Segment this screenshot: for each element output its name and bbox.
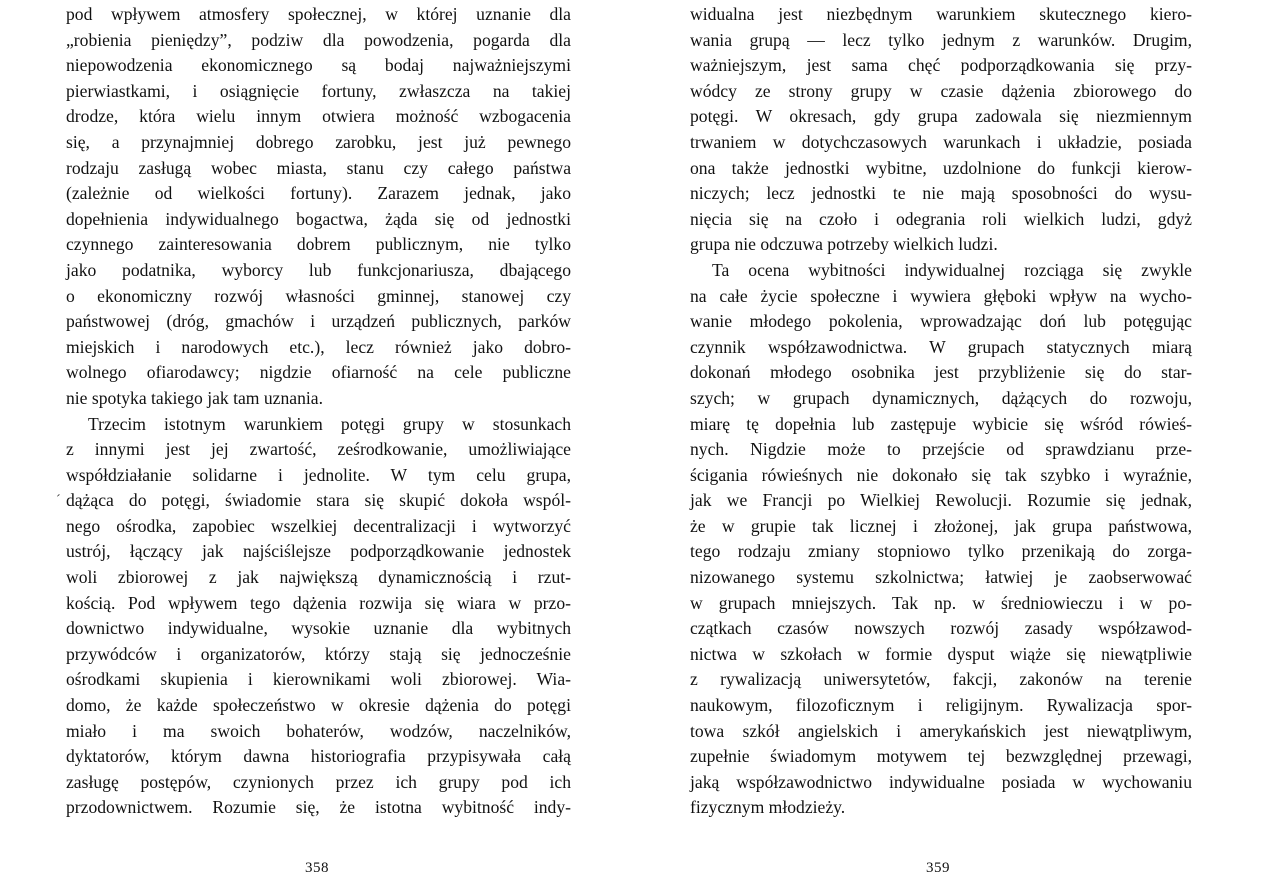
text-line: (zależnie od wielkości fortuny). Zarazem jednak, jako [66,183,571,204]
text-line: że w grupie tak licznej i złożonej, jak grupa państwowa, [690,515,1192,536]
text-line: nie spotyka takiego jak tam uznania. [66,387,323,408]
text-line: miarę tę dopełnia lub zastępuje wybicie się wśród rówieś- [690,413,1192,434]
text-line: widualna jest niezbędnym warunkiem skutecznego kiero- [690,4,1192,24]
text-line: naukowym, filozoficznym i religijnym. Rywalizacja spor- [690,695,1192,716]
text-line: niczych; lecz jednostki te nie mają sposobności do wysu- [690,183,1192,204]
text-line: rodzaju zasługą wobec miasta, stanu czy całego państwa [66,157,571,178]
text-line: fizycznym młodzieży. [690,797,846,818]
text-line: z innymi jest jej zwartość, ześrodkowanie, umożliwiające [66,439,571,460]
text-line: wanie młodego pokolenia, wprowadzając doń lub potęgując [690,311,1192,332]
text-line: domo, że każde społeczeństwo w okresie dążenia do potęgi [66,695,571,716]
text-line: niepowodzenia ekonomicznego są bodaj najważniejszymi [66,55,571,76]
text-line: dokonań młodego osobnika jest przybliżenie się do star- [690,362,1192,383]
text-line: miało i ma swoich bohaterów, wodzów, naczelników, [66,720,571,741]
text-line: downictwo indywidualne, wysokie uznanie dla wybitnych [66,618,571,639]
text-line: przodownictwem. Rozumie się, że istotna wybitność indy- [66,797,571,818]
page-number-right: 359 [926,860,950,876]
text-line: się, a przynajmniej dobrego zarobku, jest już pewnego [66,131,571,152]
text-line: ścigania rówieśnych nie dokonało się tak szybko i wyraźnie, [690,464,1192,485]
text-line: drodze, która wielu innym otwiera możność wzbogacenia [66,106,571,127]
text-line: nego ośrodka, zapobiec wszelkiej decentralizacji i wytworzyć [66,515,571,536]
text-line: wódcy ze strony grupy w czasie dążenia zbiorowego do [690,80,1192,101]
text-line: nych. Nigdzie może to przejście od sprawdzianu prze- [690,439,1192,460]
text-line: czynnego zainteresowania dobrem publicznym, nie tylko [66,234,571,255]
text-line: szych; w grupach dynamicznych, dążących do rozwoju, [690,387,1192,408]
text-line: czątkach czasów nowszych rozwój zasady współzawod- [690,618,1192,639]
text-line: „robienia pieniędzy”, podziw dla powodzenia, pogarda dla [66,29,571,50]
text-line: państwowej (dróg, gmachów i urządzeń publicznych, parków [66,311,571,332]
text-line: Trzecim istotnym warunkiem potęgi grupy w stosunkach [88,413,571,434]
left-page-text [66,2,571,821]
text-line: współdziałanie solidarne i jednolite. W tym celu grupa, [66,464,571,485]
right-page-text [690,2,1192,821]
text-line: na całe życie społeczne i wywiera głęboki wpływ na wycho- [690,285,1192,306]
text-line: przywódców i organizatorów, którzy stają się jednocześnie [66,643,571,664]
text-line: wania grupą — lecz tylko jednym z warunków. Drugim, [690,29,1192,50]
text-line: nizowanego systemu szkolnictwa; łatwiej je zaobserwować [690,567,1192,588]
text-line: miejskich i narodowych etc.), lecz również jako dobro- [66,336,571,357]
text-line: jaką współzawodnictwo indywidualne posiada w wychowaniu [690,771,1192,792]
text-line: nictwa w szkołach w formie dysput wiąże się niewątpliwie [690,643,1192,664]
text-line: dążąca do potęgi, świadomie stara się skupić dokoła wspól- [66,490,571,511]
text-line: jak we Francji po Wielkiej Rewolucji. Rozumie się jednak, [690,490,1192,511]
text-line: pod wpływem atmosfery społecznej, w której uznanie dla [66,4,571,24]
text-line: Ta ocena wybitności indywidualnej rozciąga się zwykle [712,259,1192,280]
text-line: ważniejszym, jest sama chęć podporządkowania się przy- [690,55,1192,76]
text-line: dopełnienia indywidualnego bogactwa, żąda się od jednostki [66,208,571,229]
text-line: zupełnie świadomym motywem tej bezwzględnej przewagi, [690,746,1192,767]
text-line: woli zbiorowej z jak największą dynamicznością i rzut- [66,567,571,588]
page-number-left: 358 [305,860,329,876]
text-line: towa szkół angielskich i amerykańskich jest niewątpliwym, [690,720,1192,741]
text-line: grupa nie odczuwa potrzeby wielkich ludzi. [690,234,998,255]
text-line: nięcia się na czoło i odegrania roli wielkich ludzi, gdyż [690,208,1192,229]
text-line: wolnego ofiarodawcy; nigdzie ofiarność na cele publiczne [66,362,571,383]
text-line: ośrodkami skupienia i kierownikami woli zbiorowej. Wia- [66,669,571,690]
text-line: pierwiastkami, i osiągnięcie fortuny, zwłaszcza na takiej [66,80,571,101]
text-line: w grupach mniejszych. Tak np. w średniowieczu i w po- [690,592,1192,613]
text-line: jako podatnika, wyborcy lub funkcjonariusza, dbającego [66,259,571,280]
text-line: tego rodzaju zmiany stopniowo tylko przenikają do zorga- [690,541,1192,562]
text-line: o ekonomiczny rozwój własności gminnej, stanowej czy [66,285,571,306]
right-page [632,0,1263,893]
text-line: kością. Pod wpływem tego dążenia rozwija się wiara w przo- [66,592,571,613]
text-line: dyktatorów, którym dawna historiografia przypisywała całą [66,746,571,767]
text-line: ona także jednostki wybitne, uzdolnione do funkcji kierow- [690,157,1192,178]
text-line: potęgi. W okresach, gdy grupa zadowala się niezmiennym [690,106,1192,127]
text-line: ustrój, łączący jak najściślejsze podporządkowanie jednostek [66,541,571,562]
text-line: zasługę postępów, czynionych przez ich grupy pod ich [66,771,571,792]
margin-mark: ´ [56,493,61,508]
text-line: trwaniem w dotychczasowych warunkach i układzie, posiada [690,131,1192,152]
text-line: z rywalizacją uniwersytetów, fakcji, zakonów na terenie [690,669,1192,690]
text-line: czynnik współzawodnictwa. W grupach statycznych miarą [690,336,1192,357]
